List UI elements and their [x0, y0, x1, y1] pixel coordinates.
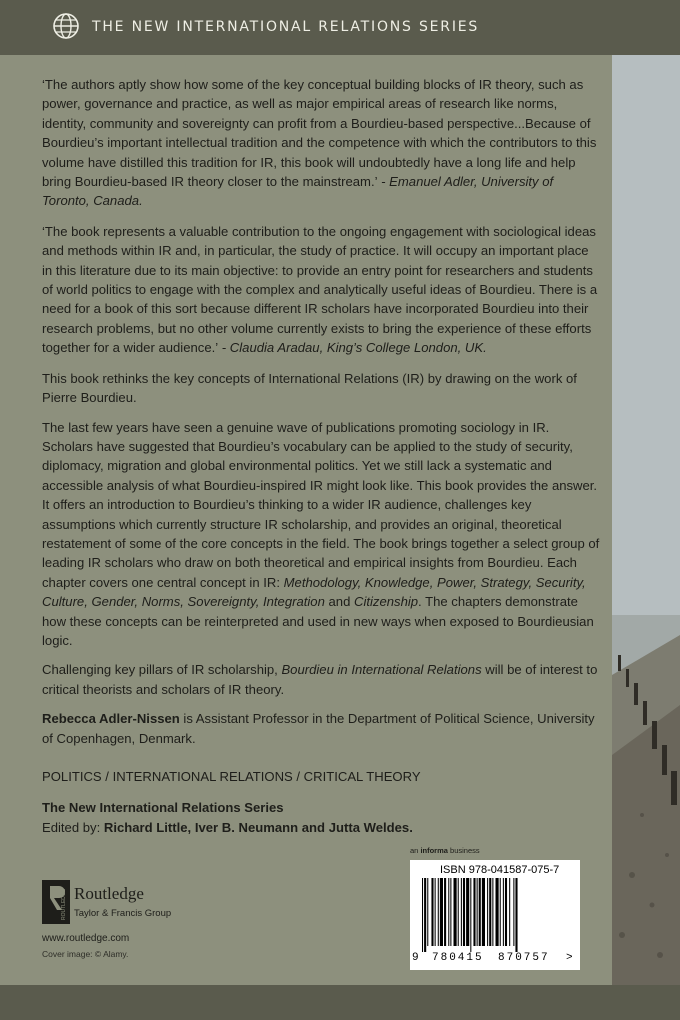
- review-blurb-2: [42, 222, 602, 358]
- barcode-bar: [513, 878, 514, 946]
- review-quote: ‘The book represents a valuable contribution to the ongoing engagement with sociological ideas and methods within IR and, in particular, the study of practice. It will occupy an important place in this literature due to its main objective: to provide an entry point for researchers and students of world politics to engage with the complex and analytically useful ideas of Bourdieu. There is a need for a book of this sort because different IR scholars have incorporated Bourdieu into their research problems, but no other volume currently exists to bring the experience of these efforts together for a wider audience.’: [42, 223, 598, 356]
- barcode-bar: [444, 878, 446, 946]
- author-bio-text: is Assistant Professor in the Department of Political Science, University of Copenhagen, Denmark.: [42, 711, 595, 746]
- routledge-logo-text: ROUTLEDGE: [61, 888, 67, 920]
- barcode-bar: [473, 878, 475, 946]
- barcode-bar: [492, 878, 493, 946]
- concept-list: Methodology, Knowledge, Power, Strategy, Security, Culture, Gender, Norms, Sovereignty, Integration: [42, 574, 586, 610]
- last-concept: Citizenship: [354, 594, 419, 610]
- barcode-arrow: >: [566, 952, 573, 964]
- author-bio: [42, 709, 602, 748]
- informa-brand: informa: [420, 846, 448, 855]
- footer-bar: [0, 985, 680, 1020]
- review-quote: ‘The authors aptly show how some of the key conceptual building blocks of IR theory, such as power, governance and practice, as well as major empirical areas of research like norms, identity, community and sovereignty can profit from a Bourdieu-based perspective...Because of Bourdieu’s important intellectual tradition and the competence with which the contributors to this volume have distilled this tradition for IR, this book will undoubtedly have a long life and help bring Bourdieu-based IR theory closer to the mainstream.’: [42, 77, 597, 190]
- description-text-end: . The chapters demonstrate how these concepts can be reinterpreted and used in new ways when exposed to Bourdieusian logic.: [42, 594, 594, 648]
- edited-by-label: Edited by:: [42, 819, 104, 835]
- globe-icon: [52, 12, 80, 40]
- publisher-name: Routledge: [74, 884, 144, 903]
- routledge-logo-icon: [42, 880, 70, 924]
- series-name: The New International Relations Series: [42, 800, 284, 816]
- editor-names: Richard Little, Iver B. Neumann and Jutta Weldes.: [103, 819, 413, 835]
- barcode-bar: [450, 878, 451, 946]
- intro-paragraph: This book rethinks the key concepts of International Relations (IR) by drawing on the work of Pierre Bourdieu.: [42, 370, 577, 406]
- barcode-bars: [420, 878, 570, 952]
- barcode-bar: [496, 878, 499, 946]
- barcode-bar: [440, 878, 443, 946]
- barcode-bar: [438, 878, 439, 946]
- barcode-bar: [431, 878, 433, 946]
- series-editors: [42, 818, 602, 837]
- publisher-post: business: [447, 846, 480, 855]
- description-paragraph: [42, 418, 602, 651]
- barcode-bar: [461, 878, 462, 946]
- barcode-bar: [477, 878, 478, 946]
- review-attribution: - Claudia Aradau, King’s College London, UK.: [218, 340, 487, 356]
- subject-category: POLITICS / INTERNATIONAL RELATIONS / CRITICAL THEORY: [42, 769, 421, 784]
- barcode-bar: [448, 878, 449, 946]
- barcode-bar: [509, 878, 510, 946]
- barcode-bar: [458, 878, 459, 946]
- barcode-left-group: 780415: [432, 952, 484, 964]
- cover-photo-beach: [612, 55, 680, 985]
- barcode-bar: [500, 878, 501, 946]
- review-attribution: - Emanuel Adler, University of Toronto, Canada.: [42, 174, 554, 209]
- barcode-bar: [515, 878, 517, 952]
- barcode-bar: [470, 878, 471, 952]
- description-text: The last few years have seen a genuine wave of publications promoting sociology in IR. Scholars have suggested that Bourdieu’s vocabulary can be applied to the study of security, diplomacy, migration and global environmental politics. Yet we still lack a systematic and accessible analysis of what Bourdieu-inspired IR might look like. This book provides the answer. It offers an introduction to Bourdieu’s thinking to a wider IR audience, challenges key assumptions which currently structure IR scholarship, and provides an original, theoretical restatement of some of the core concepts in the field. The book brings together a select group of leading IR scholars who draw on both theoretical and empirical insights from Bourdieu. Each chapter covers one central concept in IR:: [42, 419, 600, 590]
- barcode-bar: [427, 878, 428, 946]
- barcode-bar: [466, 878, 469, 946]
- audience-paragraph: [42, 660, 602, 699]
- barcode-bar: [435, 878, 436, 946]
- barcode-bar: [489, 878, 491, 946]
- series-title: THE NEW INTERNATIONAL RELATIONS SERIES: [92, 19, 480, 35]
- barcode-bar: [487, 878, 488, 946]
- barcode-first-digit: 9: [412, 952, 419, 964]
- barcode-bar: [482, 878, 485, 946]
- barcode-bar: [424, 878, 426, 952]
- isbn-number: ISBN 978-041587-075-7: [440, 864, 560, 876]
- barcode-bar: [454, 878, 457, 946]
- author-name: Rebecca Adler-Nissen: [42, 711, 180, 727]
- audience-text-end: will be of interest to critical theorists and scholars of IR theory.: [42, 662, 598, 697]
- publisher-pre: an: [410, 846, 421, 855]
- publisher-url[interactable]: www.routledge.com: [42, 933, 130, 944]
- barcode-bar: [479, 878, 481, 946]
- informa-business-line: [410, 846, 480, 855]
- book-title: Bourdieu in International Relations: [281, 662, 482, 678]
- barcode-bar: [505, 878, 507, 946]
- back-cover-text: [42, 75, 602, 837]
- barcode-bar: [422, 878, 423, 952]
- cover-image-credit: Cover image: © Alamy.: [42, 949, 129, 959]
- barcode-bar: [503, 878, 504, 946]
- review-blurb-1: [42, 75, 602, 211]
- isbn-barcode: [410, 860, 580, 970]
- conjunction-text: and: [324, 594, 354, 610]
- barcode-right-group: 870757: [498, 952, 550, 964]
- barcode-bar: [463, 878, 465, 946]
- audience-text-start: Challenging key pillars of IR scholarship,: [42, 662, 282, 678]
- publisher-group: Taylor & Francis Group: [74, 908, 172, 919]
- series-header-bar: [0, 0, 680, 55]
